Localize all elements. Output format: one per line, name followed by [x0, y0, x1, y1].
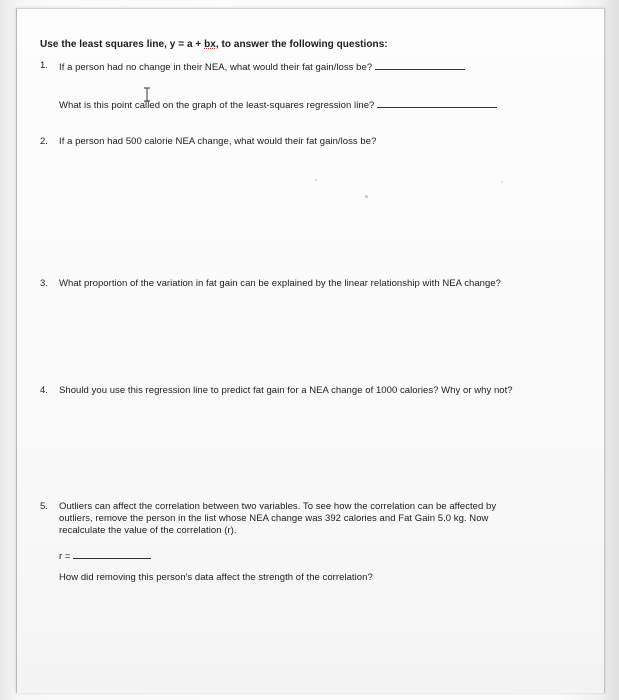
question-1-answer-blank[interactable] — [375, 60, 465, 70]
title-prefix: Use the least squares line, y = a + — [40, 39, 205, 50]
worksheet-title — [40, 39, 388, 51]
paper-speck — [315, 179, 317, 181]
question-5-r-blank[interactable] — [73, 549, 151, 559]
question-3-number: 3. — [40, 278, 48, 289]
question-5-r-label: r = — [59, 551, 71, 562]
question-4-number: 4. — [40, 385, 48, 396]
question-5-line-3: recalculate the value of the correlation (r). — [59, 525, 237, 536]
question-5-number: 5. — [40, 501, 48, 512]
question-1-followup-text: What is this point called on the graph of the least-squares regression line? — [59, 100, 375, 111]
question-5-line-2: outliers, remove the person in the list whose NEA change was 392 calories and Fat Gain 5.0 kg. Now — [59, 513, 489, 524]
question-3-text: What proportion of the variation in fat gain can be explained by the linear relationship with NEA change? — [59, 278, 501, 289]
question-5-line-1: Outliers can affect the correlation between two variables. To see how the correlation can be affected by — [59, 501, 497, 512]
question-1-followup-row — [59, 98, 497, 112]
question-4-text: Should you use this regression line to predict fat gain for a NEA change of 1000 calories? Why or why not? — [59, 385, 513, 396]
question-1-number: 1. — [40, 60, 48, 71]
question-1-text: If a person had no change in their NEA, what would their fat gain/loss be? — [59, 62, 373, 73]
question-2-text: If a person had 500 calorie NEA change, what would their fat gain/loss be? — [59, 136, 377, 147]
paper-speck — [501, 181, 503, 183]
question-5-followup-text: How did removing this person's data affect the strength of the correlation? — [59, 572, 373, 583]
title-bx: bx — [204, 39, 216, 50]
title-suffix: , to answer the following questions: — [215, 39, 388, 50]
worksheet-page — [16, 8, 605, 693]
question-5-r-row — [59, 549, 151, 563]
paper-speck — [365, 195, 368, 198]
question-2-number: 2. — [40, 136, 48, 147]
question-1-followup-blank[interactable] — [377, 98, 497, 108]
question-1-row — [59, 60, 465, 74]
